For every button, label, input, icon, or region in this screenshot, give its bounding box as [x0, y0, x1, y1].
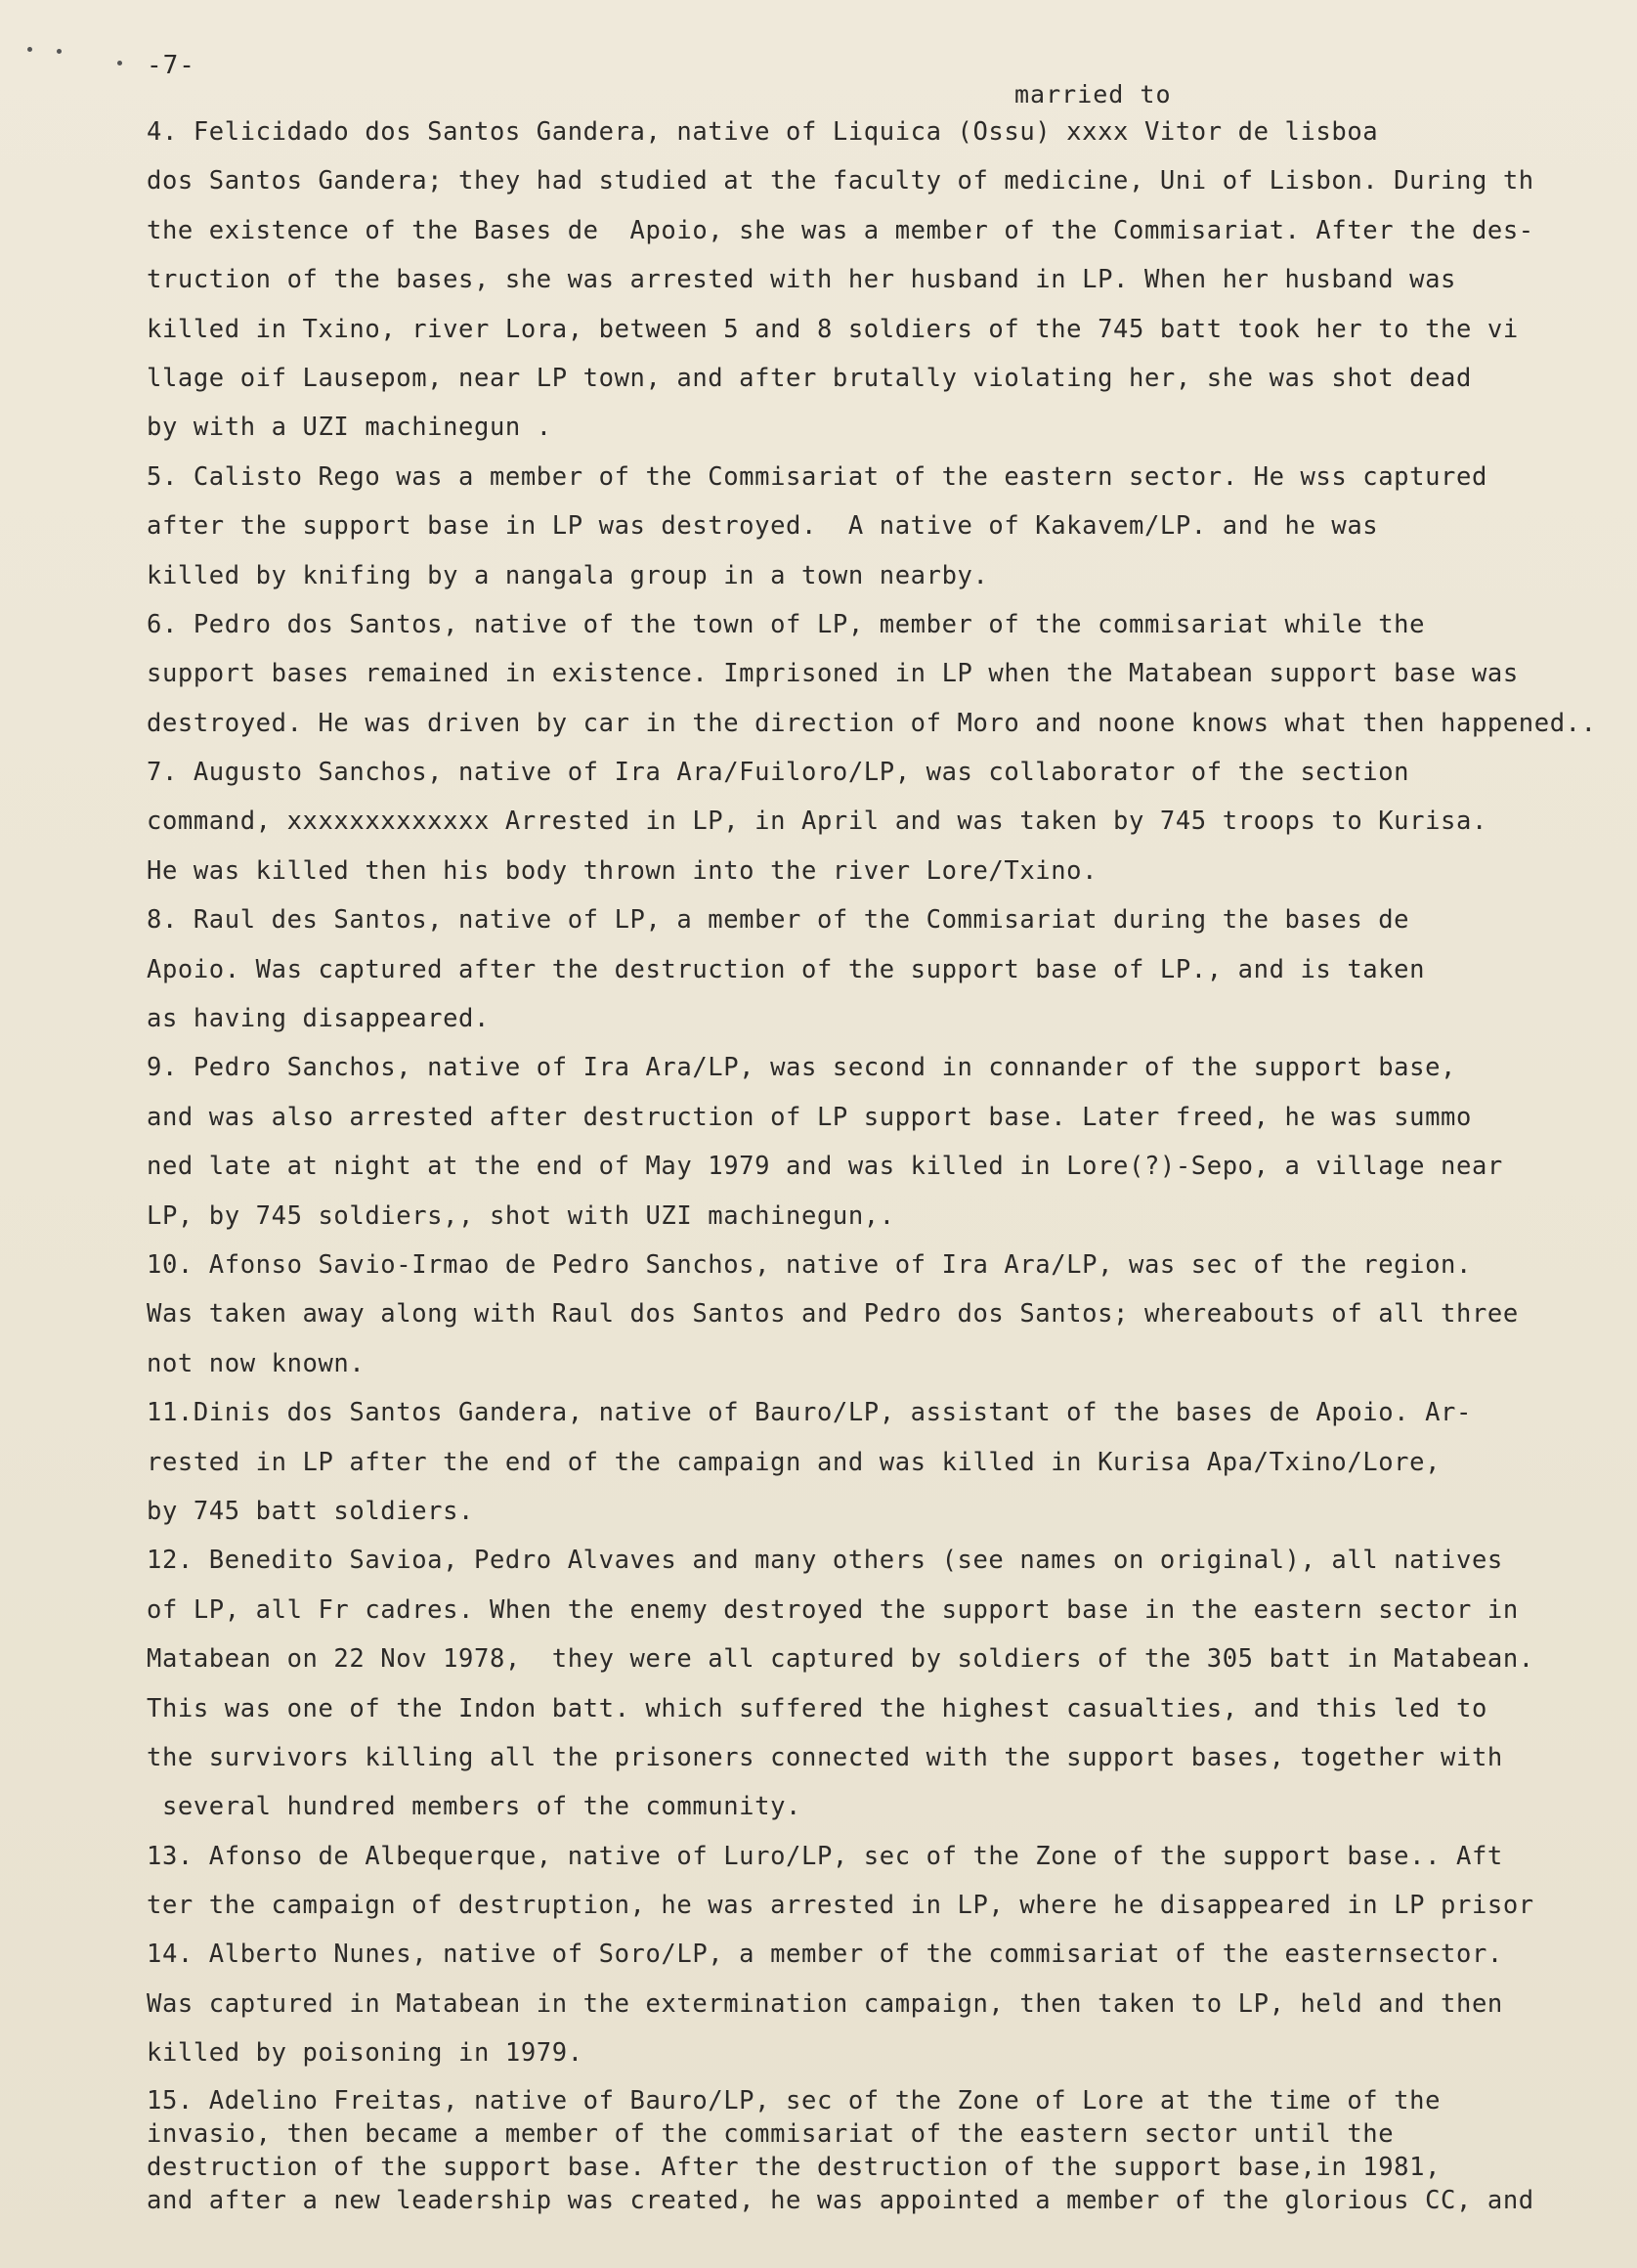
body-text	[147, 108, 1603, 2217]
speck	[117, 61, 122, 65]
text-line: Was captured in Matabean in the extermination campaign, then taken to LP, held and then	[147, 1988, 1503, 2019]
text-line: support bases remained in existence. Imprisoned in LP when the Matabean support base was	[147, 659, 1519, 689]
text-line: the survivors killing all the prisoners connected with the support bases, together with	[147, 1742, 1503, 1772]
text-line: Was taken away along with Raul dos Santos and Pedro dos Santos; whereabouts of all three	[147, 1299, 1519, 1330]
text-line: as having disappeared.	[147, 1004, 490, 1034]
text-line: destruction of the support base. After the destruction of the support base,in 1981,	[147, 2152, 1442, 2182]
text-line: 9. Pedro Sanchos, native of Ira Ara/LP, was second in connander of the support base,	[147, 1053, 1456, 1083]
text-line: 10. Afonso Savio-Irmao de Pedro Sanchos, native of Ira Ara/LP, was sec of the region.	[147, 1249, 1472, 1280]
text-line: Matabean on 22 Nov 1978, they were all captured by soldiers of the 305 batt in Matabean.	[147, 1644, 1534, 1675]
text-line: truction of the bases, she was arrested with her husband in LP. When her husband was	[147, 265, 1456, 295]
text-line: by with a UZI machinegun .	[147, 413, 552, 443]
text-line: 6. Pedro dos Santos, native of the town of LP, member of the commisariat while the	[147, 609, 1426, 639]
text-line: of LP, all Fr cadres. When the enemy destroyed the support base in the eastern sector in	[147, 1594, 1519, 1625]
text-line: not now known.	[147, 1348, 366, 1378]
text-line: He was killed then his body thrown into the river Lore/Txino.	[147, 855, 1099, 886]
text-line: llage oif Lausepom, near LP town, and after brutally violating her, she was shot dead	[147, 363, 1472, 393]
text-line: and after a new leadership was created, he was appointed a member of the glorious CC, and	[147, 2185, 1534, 2215]
text-line: and was also arrested after destruction of LP support base. Later freed, he was summo	[147, 1102, 1472, 1132]
page-number: -7-	[147, 51, 195, 80]
text-line: command, xxxxxxxxxxxxx Arrested in LP, in April and was taken by 745 troops to Kurisa.	[147, 807, 1487, 837]
text-line: the existence of the Bases de Apoio, she was a member of the Commisariat. After the des-	[147, 215, 1534, 245]
text-line: ter the campaign of destruption, he was arrested in LP, where he disappeared in LP prisor	[147, 1891, 1534, 1921]
text-line: 5. Calisto Rego was a member of the Commisariat of the eastern sector. He wss captured	[147, 461, 1487, 492]
text-line: ned late at night at the end of May 1979 and was killed in Lore(?)-Sepo, a village near	[147, 1152, 1503, 1182]
text-line: Apoio. Was captured after the destruction of the support base of LP., and is taken	[147, 954, 1426, 984]
text-line: several hundred members of the community.	[147, 1792, 801, 1822]
text-line: LP, by 745 soldiers,, shot with UZI machinegun,.	[147, 1200, 895, 1231]
text-line: rested in LP after the end of the campaign and was killed in Kurisa Apa/Txino/Lore,	[147, 1447, 1442, 1477]
text-line: after the support base in LP was destroyed. A native of Kakavem/LP. and he was	[147, 511, 1379, 542]
text-line: 13. Afonso de Albequerque, native of Luro/LP, sec of the Zone of the support base.. Aft	[147, 1841, 1503, 1871]
text-line: dos Santos Gandera; they had studied at the faculty of medicine, Uni of Lisbon. During th	[147, 166, 1534, 196]
handwritten-annotation: married to	[1014, 80, 1172, 109]
text-line: killed by knifing by a nangala group in a town nearby.	[147, 560, 989, 590]
final-paragraph	[147, 2084, 1603, 2217]
text-line: invasio, then became a member of the commisariat of the eastern sector until the	[147, 2118, 1395, 2149]
text-line: by 745 batt soldiers.	[147, 1496, 474, 1526]
text-line: killed in Txino, river Lora, between 5 and 8 soldiers of the 745 batt took her to the vi	[147, 314, 1519, 344]
text-line: 12. Benedito Savioa, Pedro Alvaves and many others (see names on original), all natives	[147, 1546, 1503, 1576]
text-line: killed by poisoning in 1979.	[147, 2038, 583, 2069]
text-line: 15. Adelino Freitas, native of Bauro/LP, sec of the Zone of Lore at the time of the	[147, 2085, 1442, 2115]
text-line: 4. Felicidado dos Santos Gandera, native of Liquica (Ossu) xxxx Vitor de lisboa	[147, 117, 1379, 147]
speck	[57, 49, 62, 54]
speck	[27, 47, 32, 52]
text-line: 11.Dinis dos Santos Gandera, native of Bauro/LP, assistant of the bases de Apoio. Ar-	[147, 1398, 1472, 1428]
text-line: This was one of the Indon batt. which suffered the highest casualties, and this led to	[147, 1693, 1487, 1723]
text-line: 8. Raul des Santos, native of LP, a member of the Commisariat during the bases de	[147, 905, 1410, 936]
text-line: 7. Augusto Sanchos, native of Ira Ara/Fuiloro/LP, was collaborator of the section	[147, 758, 1410, 788]
text-line: destroyed. He was driven by car in the direction of Moro and noone knows what then happened..	[147, 708, 1597, 738]
text-line: 14. Alberto Nunes, native of Soro/LP, a member of the commisariat of the easternsector.	[147, 1940, 1503, 1970]
